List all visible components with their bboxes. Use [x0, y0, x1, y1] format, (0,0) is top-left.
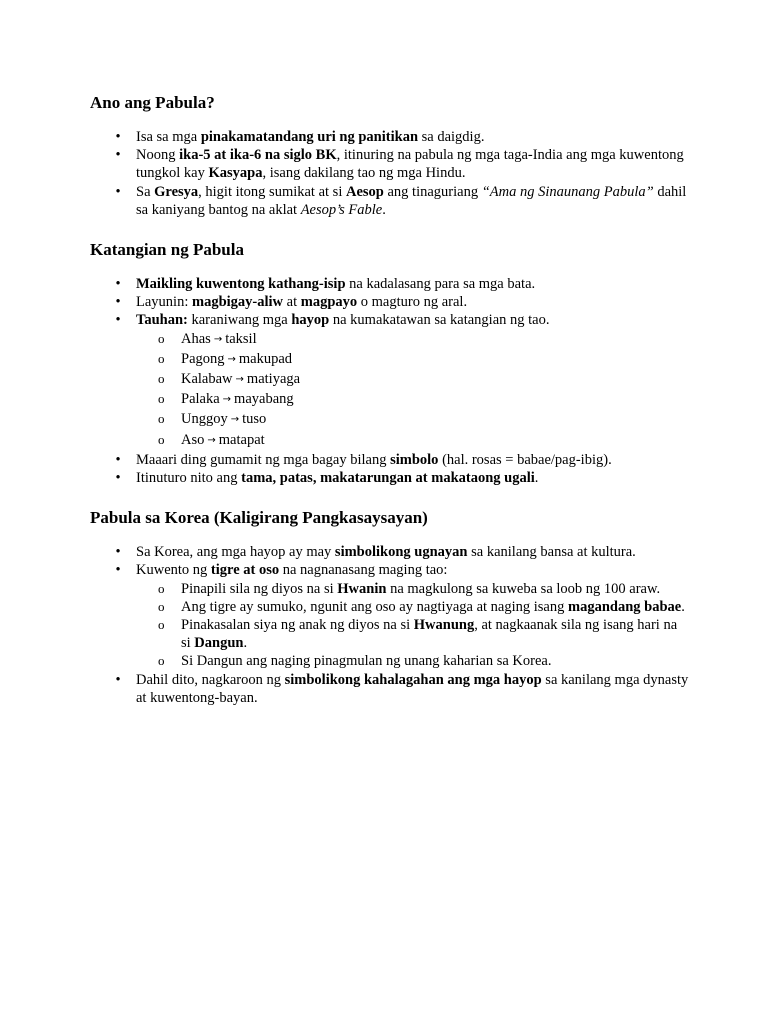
arrow-right-icon: →: [227, 353, 236, 365]
arrow-right-icon: →: [222, 394, 232, 406]
bullet-icon: •: [115, 276, 121, 293]
bullet-list: [90, 128, 690, 219]
bullet-list: [90, 543, 690, 707]
list-item: • Noong ika-5 at ika-6 na siglo BK, itinuring na pabula ng mga taga-India ang mga kuwentong tungkol kay Kasyapa, isang dakilang tao ng mga Hindu.: [90, 146, 690, 182]
bullet-list: [90, 275, 690, 487]
arrow-right-icon: →: [230, 414, 240, 426]
animal-trait-item: o Kalabaw → matiyaga: [158, 371, 301, 388]
story-item: o Pinakasalan siya ng anak ng diyos na si Hwanung, at nagkaanak sila ng isang hari na si Dangun.: [158, 617, 678, 652]
sub-bullet-icon: o: [158, 617, 165, 633]
story-item: o Pinapili sila ng diyos na si Hwanin na magkulong sa kuweba sa loob ng 100 araw.: [158, 580, 661, 597]
animal-trait-item: o Palaka → mayabang: [158, 391, 294, 408]
list-item: • Kuwento ng tigre at oso na nagnanasang maging tao: o Pinapili sila ng diyos na si Hwanin na magkulong sa kuweba sa loob ng 100 araw. o Ang tigre ay sumuko, ngunit ang oso ay nagtiyaga at naging isang magandang babae. o Pinakasalan siya ng anak ng diyos na si Hwanung, at nagkaanak sila ng isang hari na si Dangun. o Si Dangun ang naging pinagmulan ng unang kaharian sa Korea.: [90, 561, 690, 670]
section-heading-pabula-sa-korea: Pabula sa Korea (Kaligirang Pangkasaysayan): [90, 508, 428, 528]
bullet-icon: •: [115, 562, 121, 579]
sub-bullet-icon: o: [158, 580, 165, 596]
arrow-right-icon: →: [235, 374, 244, 386]
bullet-icon: •: [115, 147, 121, 164]
sub-bullet-icon: o: [158, 371, 165, 387]
bullet-icon: •: [115, 129, 121, 145]
bullet-icon: •: [115, 183, 121, 200]
sub-bullet-icon: o: [158, 330, 165, 346]
story-item: o Si Dangun ang naging pinagmulan ng unang kaharian sa Korea.: [158, 653, 552, 670]
section-heading-katangian: Katangian ng Pabula: [90, 240, 244, 260]
story-item: o Ang tigre ay sumuko, ngunit ang oso ay nagtiyaga at naging isang magandang babae.: [158, 598, 685, 615]
animal-trait-item: o Unggoy → tuso: [158, 411, 267, 428]
bullet-icon: •: [115, 312, 121, 329]
sub-bullet-icon: o: [158, 653, 165, 669]
list-item: • Tauhan: karaniwang mga hayop na kumakatawan sa katangian ng tao. o Ahas → taksil o Pagong → makupad o Kalabaw → matiyaga o Palaka → mayabang o Unggoy → tuso o Aso → matapat: [90, 311, 690, 450]
bullet-icon: •: [115, 294, 121, 311]
list-item: • Sa Korea, ang mga hayop ay may simbolikong ugnayan sa kanilang bansa at kultura.: [90, 543, 690, 561]
sub-bullet-icon: o: [158, 598, 165, 614]
list-item: • Sa Gresya, higit itong sumikat at si Aesop ang tinaguriang “Ama ng Sinaunang Pabula” dahil sa kaniyang bantog na aklat Aesop’s Fable.: [90, 183, 690, 219]
section-heading-ano-ang-pabula: Ano ang Pabula?: [90, 93, 215, 112]
bullet-icon: •: [115, 470, 121, 487]
story-list: [136, 580, 690, 671]
list-item: • Maaari ding gumamit ng mga bagay bilang simbolo (hal. rosas = babae/pag-ibig).: [90, 451, 690, 469]
animal-trait-item: o Aso → matapat: [158, 431, 265, 448]
list-item: • Layunin: magbigay-aliw at magpayo o magturo ng aral.: [90, 293, 690, 311]
list-item: • Itinuturo nito ang tama, patas, makatarungan at makataong ugali.: [90, 469, 690, 487]
sub-bullet-icon: o: [158, 431, 165, 447]
bullet-icon: •: [115, 544, 121, 561]
list-item: • Isa sa mga pinakamatandang uri ng panitikan sa daigdig.: [90, 128, 690, 146]
document-content: [90, 92, 690, 707]
arrow-right-icon: →: [213, 333, 223, 345]
bullet-icon: •: [115, 671, 121, 688]
sub-bullet-icon: o: [158, 391, 165, 407]
animal-trait-item: o Ahas → taksil: [158, 330, 257, 347]
sub-bullet-icon: o: [158, 350, 165, 366]
list-item: • Dahil dito, nagkaroon ng simbolikong kahalagahan ang mga hayop sa kanilang mga dynasty at kuwentong-bayan.: [90, 671, 690, 707]
list-item: • Maikling kuwentong kathang-isip na kadalasang para sa mga bata.: [90, 275, 690, 293]
animal-trait-list: [136, 330, 690, 451]
sub-bullet-icon: o: [158, 411, 165, 427]
arrow-right-icon: →: [207, 434, 216, 446]
animal-trait-item: o Pagong → makupad: [158, 350, 293, 367]
bullet-icon: •: [115, 451, 121, 468]
